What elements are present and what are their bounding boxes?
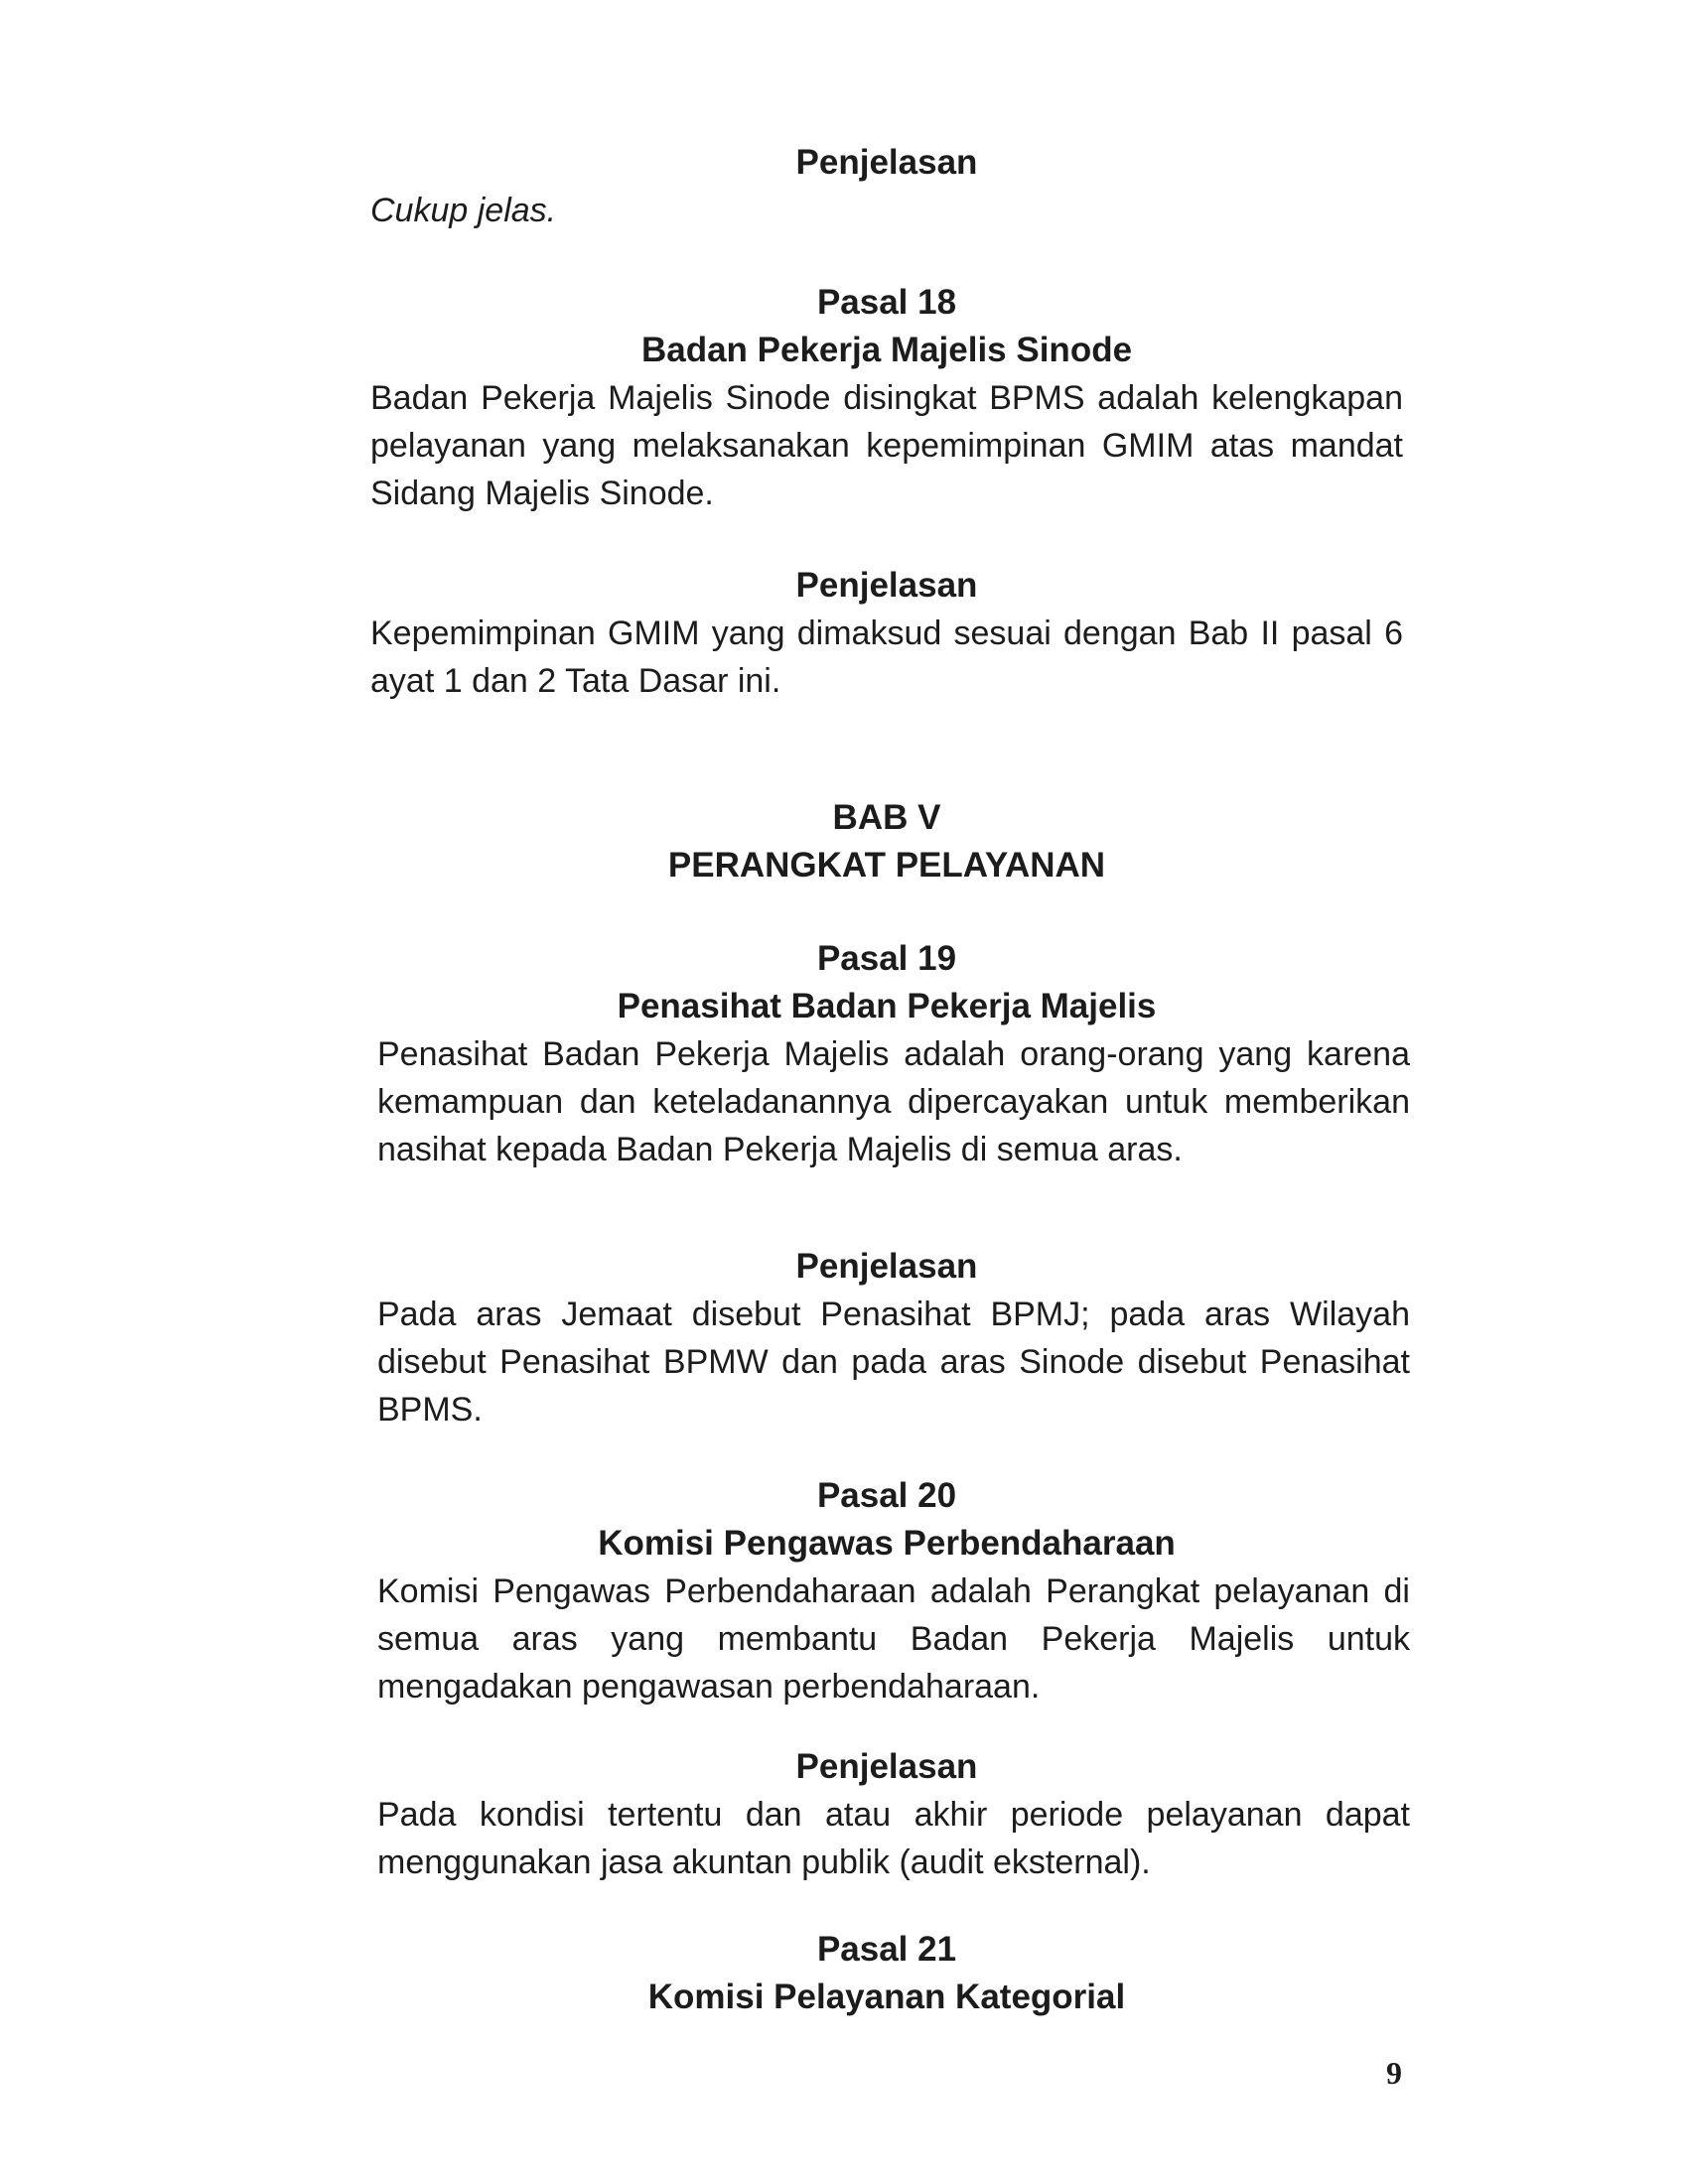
- pasal-18-body: Badan Pekerja Majelis Sinode disingkat BPMS adalah kelengkapan pelayanan yang melaksanakan kepemimpinan GMIM atas mandat Sidang Majelis Sinode.: [370, 379, 1403, 512]
- pasal-19-body: Penasihat Badan Pekerja Majelis adalah orang-orang yang karena kemampuan dan keteladanannya dipercayakan untuk memberikan nasihat kepada Badan Pekerja Majelis di semua aras.: [377, 1035, 1410, 1168]
- chapter-number: BAB V: [832, 798, 941, 837]
- pasal-19-explanation-heading: Penjelasan: [795, 1247, 978, 1286]
- pasal-21-number: Pasal 21: [816, 1930, 957, 1969]
- pasal-20-explanation-heading: Penjelasan: [795, 1747, 978, 1786]
- pasal-19-title: Penasihat Badan Pekerja Majelis: [617, 987, 1157, 1025]
- explanation-heading: Penjelasan: [795, 143, 978, 182]
- pasal-18-explanation-heading: Penjelasan: [795, 566, 978, 605]
- pasal-20-explanation: Pada kondisi tertentu dan atau akhir periode pelayanan dapat menggunakan jasa akuntan publik (audit eksternal).: [377, 1796, 1410, 1881]
- pasal-20-number: Pasal 20: [816, 1476, 957, 1515]
- explanation-text: Cukup jelas.: [370, 192, 557, 229]
- pasal-19-number: Pasal 19: [816, 939, 957, 978]
- pasal-20-body: Komisi Pengawas Perbendaharaan adalah Perangkat pelayanan di semua aras yang membantu Badan Pekerja Majelis untuk mengadakan pengawasan perbendaharaan.: [377, 1572, 1410, 1706]
- pasal-20-title: Komisi Pengawas Perbendaharaan: [598, 1524, 1176, 1563]
- pasal-18-explanation: Kepemimpinan GMIM yang dimaksud sesuai dengan Bab II pasal 6 ayat 1 dan 2 Tata Dasar ini.: [370, 614, 1403, 700]
- pasal-21-title: Komisi Pelayanan Kategorial: [647, 1978, 1126, 2016]
- pasal-19-explanation: Pada aras Jemaat disebut Penasihat BPMJ; pada aras Wilayah disebut Penasihat BPMW dan pada aras Sinode disebut Penasihat BPMS.: [377, 1296, 1410, 1429]
- page-number: 9: [1386, 2055, 1402, 2091]
- pasal-18-title: Badan Pekerja Majelis Sinode: [640, 331, 1133, 369]
- chapter-title: PERANGKAT PELAYANAN: [667, 846, 1106, 885]
- pasal-18-number: Pasal 18: [816, 283, 957, 322]
